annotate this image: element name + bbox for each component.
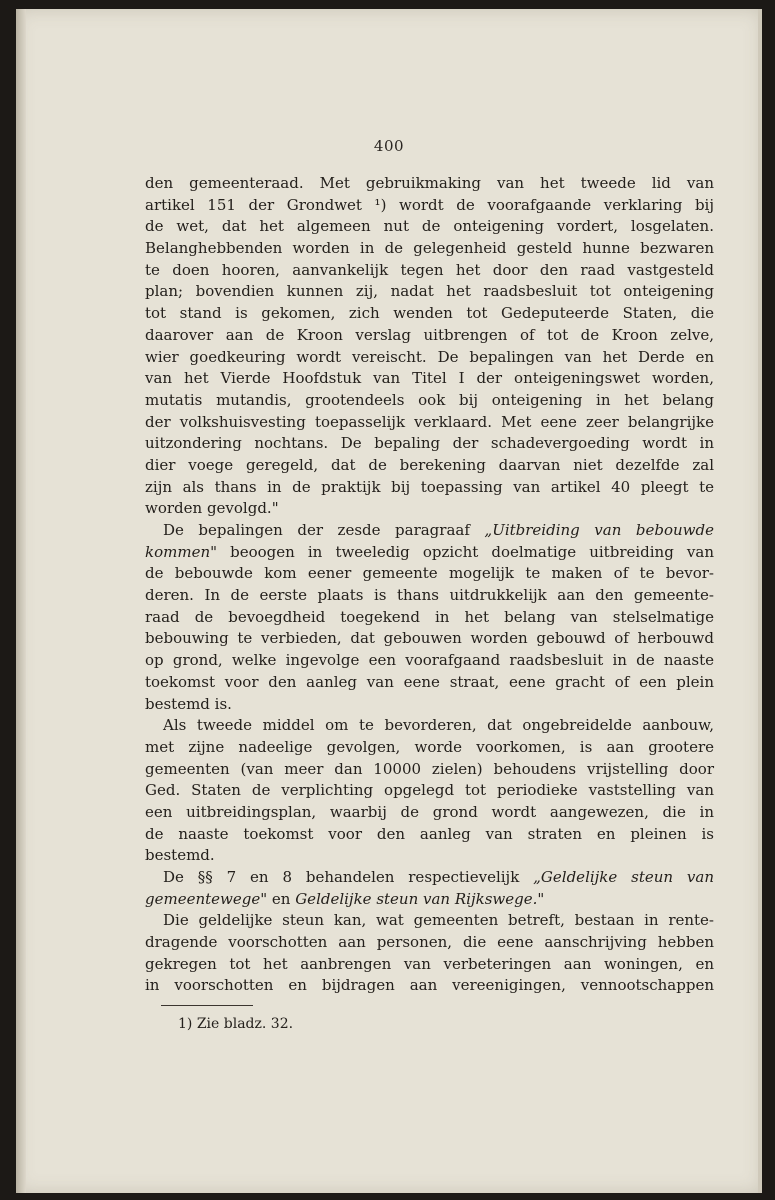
text-line: raad de bevoegdheid toegekend in het belang van stelselmatige	[145, 607, 714, 626]
text-line: van het Vierde Hoofdstuk van Titel I der onteigeningswet worden,	[145, 369, 714, 388]
text-line: tot stand is gekomen, zich wenden tot Gedeputeerde Staten, die	[145, 304, 714, 323]
text-run: De §§ 7 en 8 behandelen respectievelijk	[163, 868, 534, 886]
text-line: dragende voorschotten aan personen, die eene aanschrijving hebben	[145, 933, 714, 952]
footnote: 1) Zie bladz. 32.	[178, 1016, 294, 1032]
text-line: der volkshuisvesting toepasselijk verklaard. Met eene zeer belangrijke	[145, 412, 714, 431]
text-line: toekomst voor den aanleg van eene straat, eene gracht of een plein	[145, 672, 714, 691]
text-line	[145, 542, 714, 564]
paragraph-1	[145, 173, 714, 520]
text-run: beoogen in tweeledig opzicht doelmatige uitbreiding van	[217, 542, 714, 561]
text-line: daarover aan de Kroon verslag uitbrengen of tot de Kroon zelve,	[145, 325, 714, 344]
text-line: zijn als thans in de praktijk bij toepassing van artikel 40 pleegt te	[145, 477, 714, 496]
section-title-italic: Geldelijke steun van Rijkswege."	[295, 889, 545, 908]
paragraph-4	[145, 867, 714, 910]
text-line: bestemd is.	[145, 694, 232, 713]
text-line: worden gevolgd."	[145, 499, 279, 518]
text-line: de wet, dat het algemeen nut de onteigening vordert, losgelaten.	[145, 217, 714, 236]
text-line: bestemd.	[145, 846, 215, 865]
paragraph-3	[145, 715, 714, 867]
text-line	[145, 867, 714, 889]
book-page	[16, 9, 762, 1193]
section-title-italic: kommen"	[145, 542, 218, 561]
text-run: en	[267, 889, 296, 908]
text-line: een uitbreidingsplan, waarbij de grond wordt aangewezen, die in	[145, 802, 714, 821]
text-line: artikel 151 der Grondwet ¹) wordt de voorafgaande verklaring bij	[145, 195, 714, 214]
text-line: gemeenten (van meer dan 10000 zielen) behoudens vrijstelling door	[145, 759, 714, 778]
page-number: 400	[373, 137, 405, 155]
text-line: deren. In de eerste plaats is thans uitdrukkelijk aan den gemeente-	[145, 586, 714, 605]
text-line: gekregen tot het aanbrengen van verbeteringen aan woningen, en	[145, 954, 714, 973]
text-run: De bepalingen der zesde paragraaf	[163, 521, 485, 539]
text-line: met zijne nadeelige gevolgen, worde voorkomen, is aan grootere	[145, 737, 714, 756]
section-title-italic: „Uitbreiding van bebouwde	[484, 521, 714, 539]
text-line: uitzondering nochtans. De bepaling der schadevergoeding wordt in	[145, 434, 714, 453]
text-line	[145, 889, 714, 911]
page-gutter-shadow	[16, 9, 26, 1193]
text-line: Ged. Staten de verplichting opgelegd tot periodieke vaststelling van	[145, 781, 714, 800]
paragraph-2	[145, 520, 714, 715]
text-line: te doen hooren, aanvankelijk tegen het door den raad vastgesteld	[145, 260, 714, 279]
text-line: den gemeenteraad. Met gebruikmaking van het tweede lid van	[145, 174, 714, 192]
text-line: op grond, welke ingevolge een voorafgaand raadsbesluit in de naaste	[145, 651, 714, 670]
section-title-italic: „Geldelijke steun van	[533, 868, 715, 886]
page-edge	[758, 9, 762, 1193]
text-line: dier voege geregeld, dat de berekening daarvan niet dezelfde zal	[145, 455, 714, 474]
text-line: Belanghebbenden worden in de gelegenheid gesteld hunne bezwaren	[145, 239, 714, 258]
body-text	[145, 173, 714, 997]
footnote-rule	[161, 1005, 253, 1006]
paragraph-5	[145, 910, 714, 997]
text-line: mutatis mutandis, grootendeels ook bij onteigening in het belang	[145, 390, 714, 409]
text-line: de naaste toekomst voor den aanleg van straten en pleinen is	[145, 824, 714, 843]
section-title-italic: gemeentewege"	[145, 889, 268, 908]
text-line: de bebouwde kom eener gemeente mogelijk te maken of te bevor-	[145, 564, 714, 583]
text-line: wier goedkeuring wordt vereischt. De bepalingen van het Derde en	[145, 347, 714, 366]
text-line: plan; bovendien kunnen zij, nadat het raadsbesluit tot onteigening	[145, 282, 714, 301]
text-line: Als tweede middel om te bevorderen, dat ongebreidelde aanbouw,	[163, 716, 714, 735]
text-line: Die geldelijke steun kan, wat gemeenten betreft, bestaan in rente-	[163, 911, 714, 930]
text-line: bebouwing te verbieden, dat gebouwen worden gebouwd of herbouwd	[145, 629, 714, 648]
text-line	[145, 520, 714, 542]
text-line: in voorschotten en bijdragen aan vereenigingen, vennootschappen	[145, 976, 714, 995]
